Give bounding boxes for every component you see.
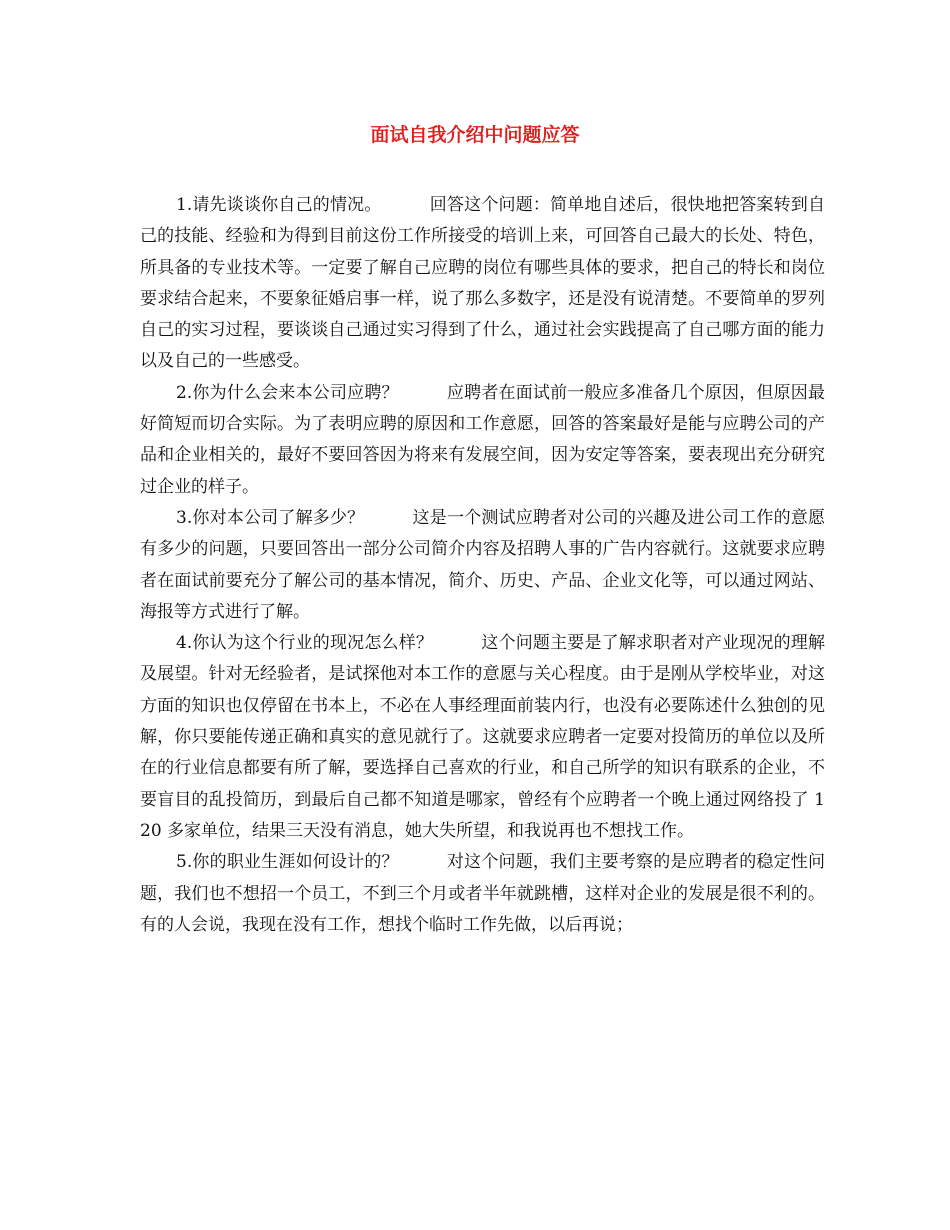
paragraph-5 <box>140 847 825 941</box>
document-body <box>140 190 825 941</box>
answer-2: 应聘者在面试前一般应多准备几个原因，但原因最好简短而切合实际。为了表明应聘的原因和工作意愿，回答的答案最好是能与应聘公司的产品和企业相关的，最好不要回答因为将来有发展空间，因为安定等答案，要表现出充分研究过企业的样子。 <box>140 382 825 497</box>
answer-4: 这个问题主要是了解求职者对产业现况的理解及展望。针对无经验者，是试探他对本工作的意愿与关心程度。由于是刚从学校毕业，对这方面的知识也仅停留在书本上，不必在人事经理面前装内行，也没有必要陈述什么独创的见解，你只要能传递正确和真实的意见就行了。这就要求应聘者一定要对投简历的单位以及所在的行业信息都要有所了解，要选择自己喜欢的行业，和自己所学的知识有联系的企业，不要盲目的乱投简历，到最后自己都不知道是哪家，曾经有个应聘者一个晚上通过网络投了 120 多家单位，结果三天没有消息，她大失所望，和我说再也不想找工作。 <box>140 633 825 841</box>
answer-1: 回答这个问题：简单地自述后，很快地把答案转到自己的技能、经验和为得到目前这份工作所接受的培训上来，可回答自己最大的长处、特色，所具备的专业技术等。一定要了解自己应聘的岗位有哪些具体的要求，把自己的特长和岗位要求结合起来，不要象征婚启事一样，说了那么多数字，还是没有说清楚。不要简单的罗列自己的实习过程，要谈谈自己通过实习得到了什么，通过社会实践提高了自己哪方面的能力以及自己的一些感受。 <box>140 195 825 372</box>
paragraph-3 <box>140 503 825 628</box>
answer-3: 这是一个测试应聘者对公司的兴趣及进公司工作的意愿有多少的问题，只要回答出一部分公司简介内容及招聘人事的广告内容就行。这就要求应聘者在面试前要充分了解公司的基本情况，简介、历史、产品、企业文化等，可以通过网站、海报等方式进行了解。 <box>140 507 825 622</box>
question-2: 2.你为什么会来本公司应聘？ <box>176 382 399 403</box>
question-5: 5.你的职业生涯如何设计的？ <box>176 852 399 873</box>
question-4: 4.你认为这个行业的现况怎么样？ <box>176 633 434 654</box>
answer-5: 对这个问题，我们主要考察的是应聘者的稳定性问题，我们也不想招一个员工，不到三个月或者半年就跳槽，这样对企业的发展是很不利的。有的人会说，我现在没有工作，想找个临时工作先做，以后再说； <box>140 852 825 935</box>
document-title: 面试自我介绍中问题应答 <box>370 124 580 146</box>
paragraph-1 <box>140 190 825 378</box>
question-3: 3.你对本公司了解多少？ <box>176 507 365 528</box>
paragraph-2 <box>140 378 825 503</box>
paragraph-4 <box>140 628 825 847</box>
question-1: 1.请先谈谈你自己的情况。 <box>176 195 382 215</box>
